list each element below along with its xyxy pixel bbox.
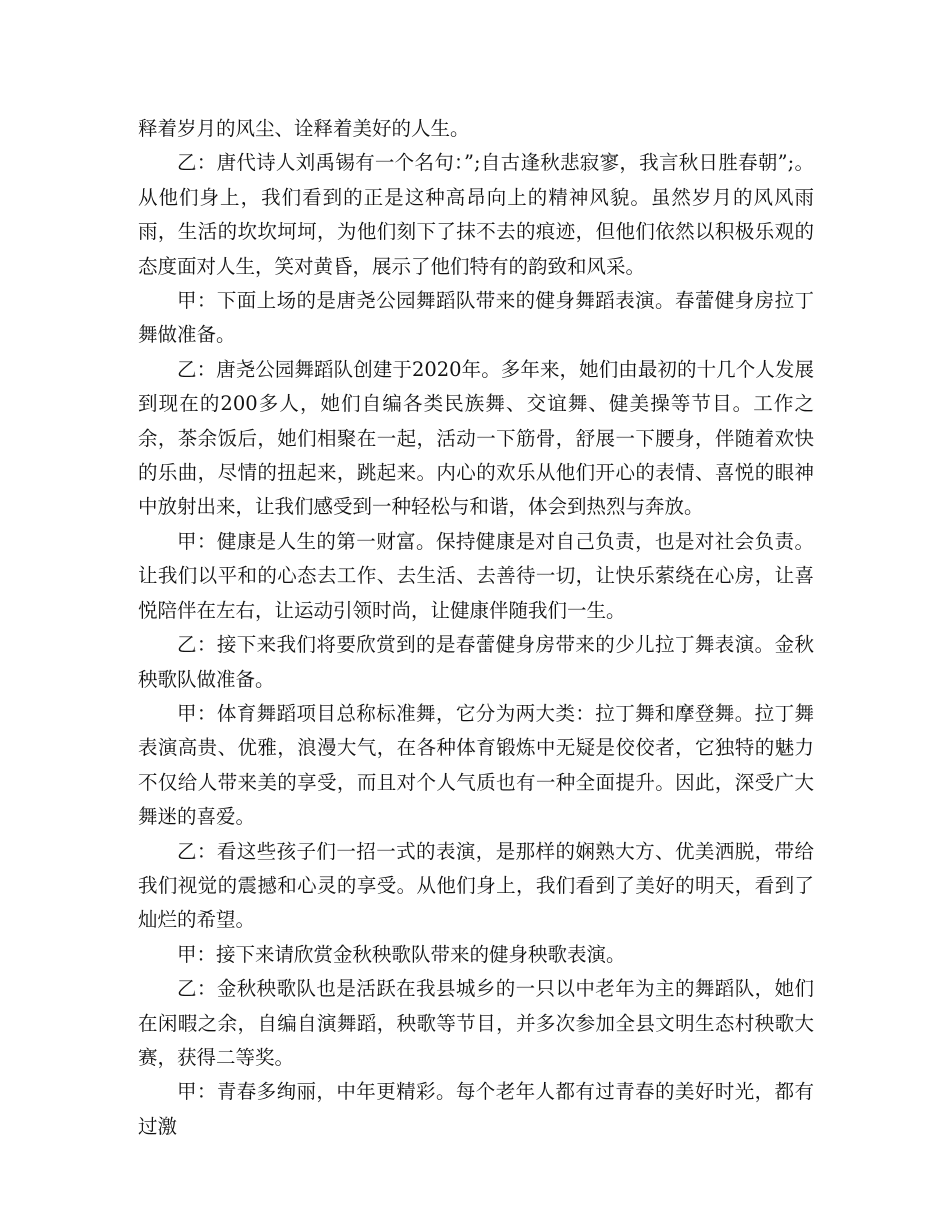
document-body xyxy=(138,112,814,1144)
paragraph-jia-yangge-intro: 甲：接下来请欣赏金秋秧歌队带来的健身秧歌表演。 xyxy=(177,942,626,966)
paragraph-yi-tangyao-history: 乙：唐尧公园舞蹈队创建于2020年。多年来，她们由最初的十几个人发展到现在的200多人，她们自编各类民族舞、交谊舞、健美操等节目。工作之余，茶余饭后，她们相聚在一起，活动一下筋骨，舒展一下腰身，伴随着欢快的乐曲，尽情的扭起来，跳起来。内心的欢乐从他们开心的表情、喜悦的眼神中放射出来，让我们感受到一种轻松与和谐，体会到热烈与奔放。 xyxy=(138,357,814,519)
paragraph-jia-health: 甲：健康是人生的第一财富。保持健康是对自己负责，也是对社会负责。让我们以平和的心态去工作、去生活、去善待一切，让快乐萦绕在心房，让喜悦陪伴在左右，让运动引领时尚，让健康伴随我们一生。 xyxy=(138,529,814,622)
paragraph-yi-liu-yuxi-quote: 乙：唐代诗人刘禹锡有一个名句：”;自古逢秋悲寂寥，我言秋日胜春朝”;。从他们身上，我们看到的正是这种高昂向上的精神风貌。虽然岁月的风风雨雨，生活的坎坎坷坷，为他们刻下了抹不去的痕迹，但他们依然以积极乐观的态度面对人生，笑对黄昏，展示了他们特有的韵致和风采。 xyxy=(138,151,814,278)
paragraph-jia-youth: 甲：青春多绚丽，中年更精彩。每个老年人都有过青春的美好时光，都有过激 xyxy=(138,1080,814,1138)
paragraph-yi-children: 乙：看这些孩子们一招一式的表演，是那样的娴熟大方、优美洒脱，带给我们视觉的震撼和心灵的享受。从他们身上，我们看到了美好的明天，看到了灿烂的希望。 xyxy=(138,839,814,932)
paragraph-yi-yangge-team: 乙：金秋秧歌队也是活跃在我县城乡的一只以中老年为主的舞蹈队，她们在闲暇之余，自编自演舞蹈，秧歌等节目，并多次参加全县文明生态村秧歌大赛，获得二等奖。 xyxy=(138,977,814,1069)
paragraph-jia-dancesport: 甲：体育舞蹈项目总称标准舞，它分为两大类：拉丁舞和摩登舞。拉丁舞表演高贵、优雅，浪漫大气，在各种体育锻炼中无疑是佼佼者，它独特的魅力不仅给人带来美的享受，而且对个人气质也有一种全面提升。因此，深受广大舞迷的喜爱。 xyxy=(138,701,814,829)
paragraph-yi-latin-dance-intro: 乙：接下来我们将要欣赏到的是春蕾健身房带来的少儿拉丁舞表演。金秋秧歌队做准备。 xyxy=(138,633,814,691)
paragraph-jia-tangyao-intro: 甲：下面上场的是唐尧公园舞蹈队带来的健身舞蹈表演。春蕾健身房拉丁舞做准备。 xyxy=(138,289,814,347)
paragraph-continuation: 释着岁月的风尘、诠释着美好的人生。 xyxy=(138,117,470,140)
